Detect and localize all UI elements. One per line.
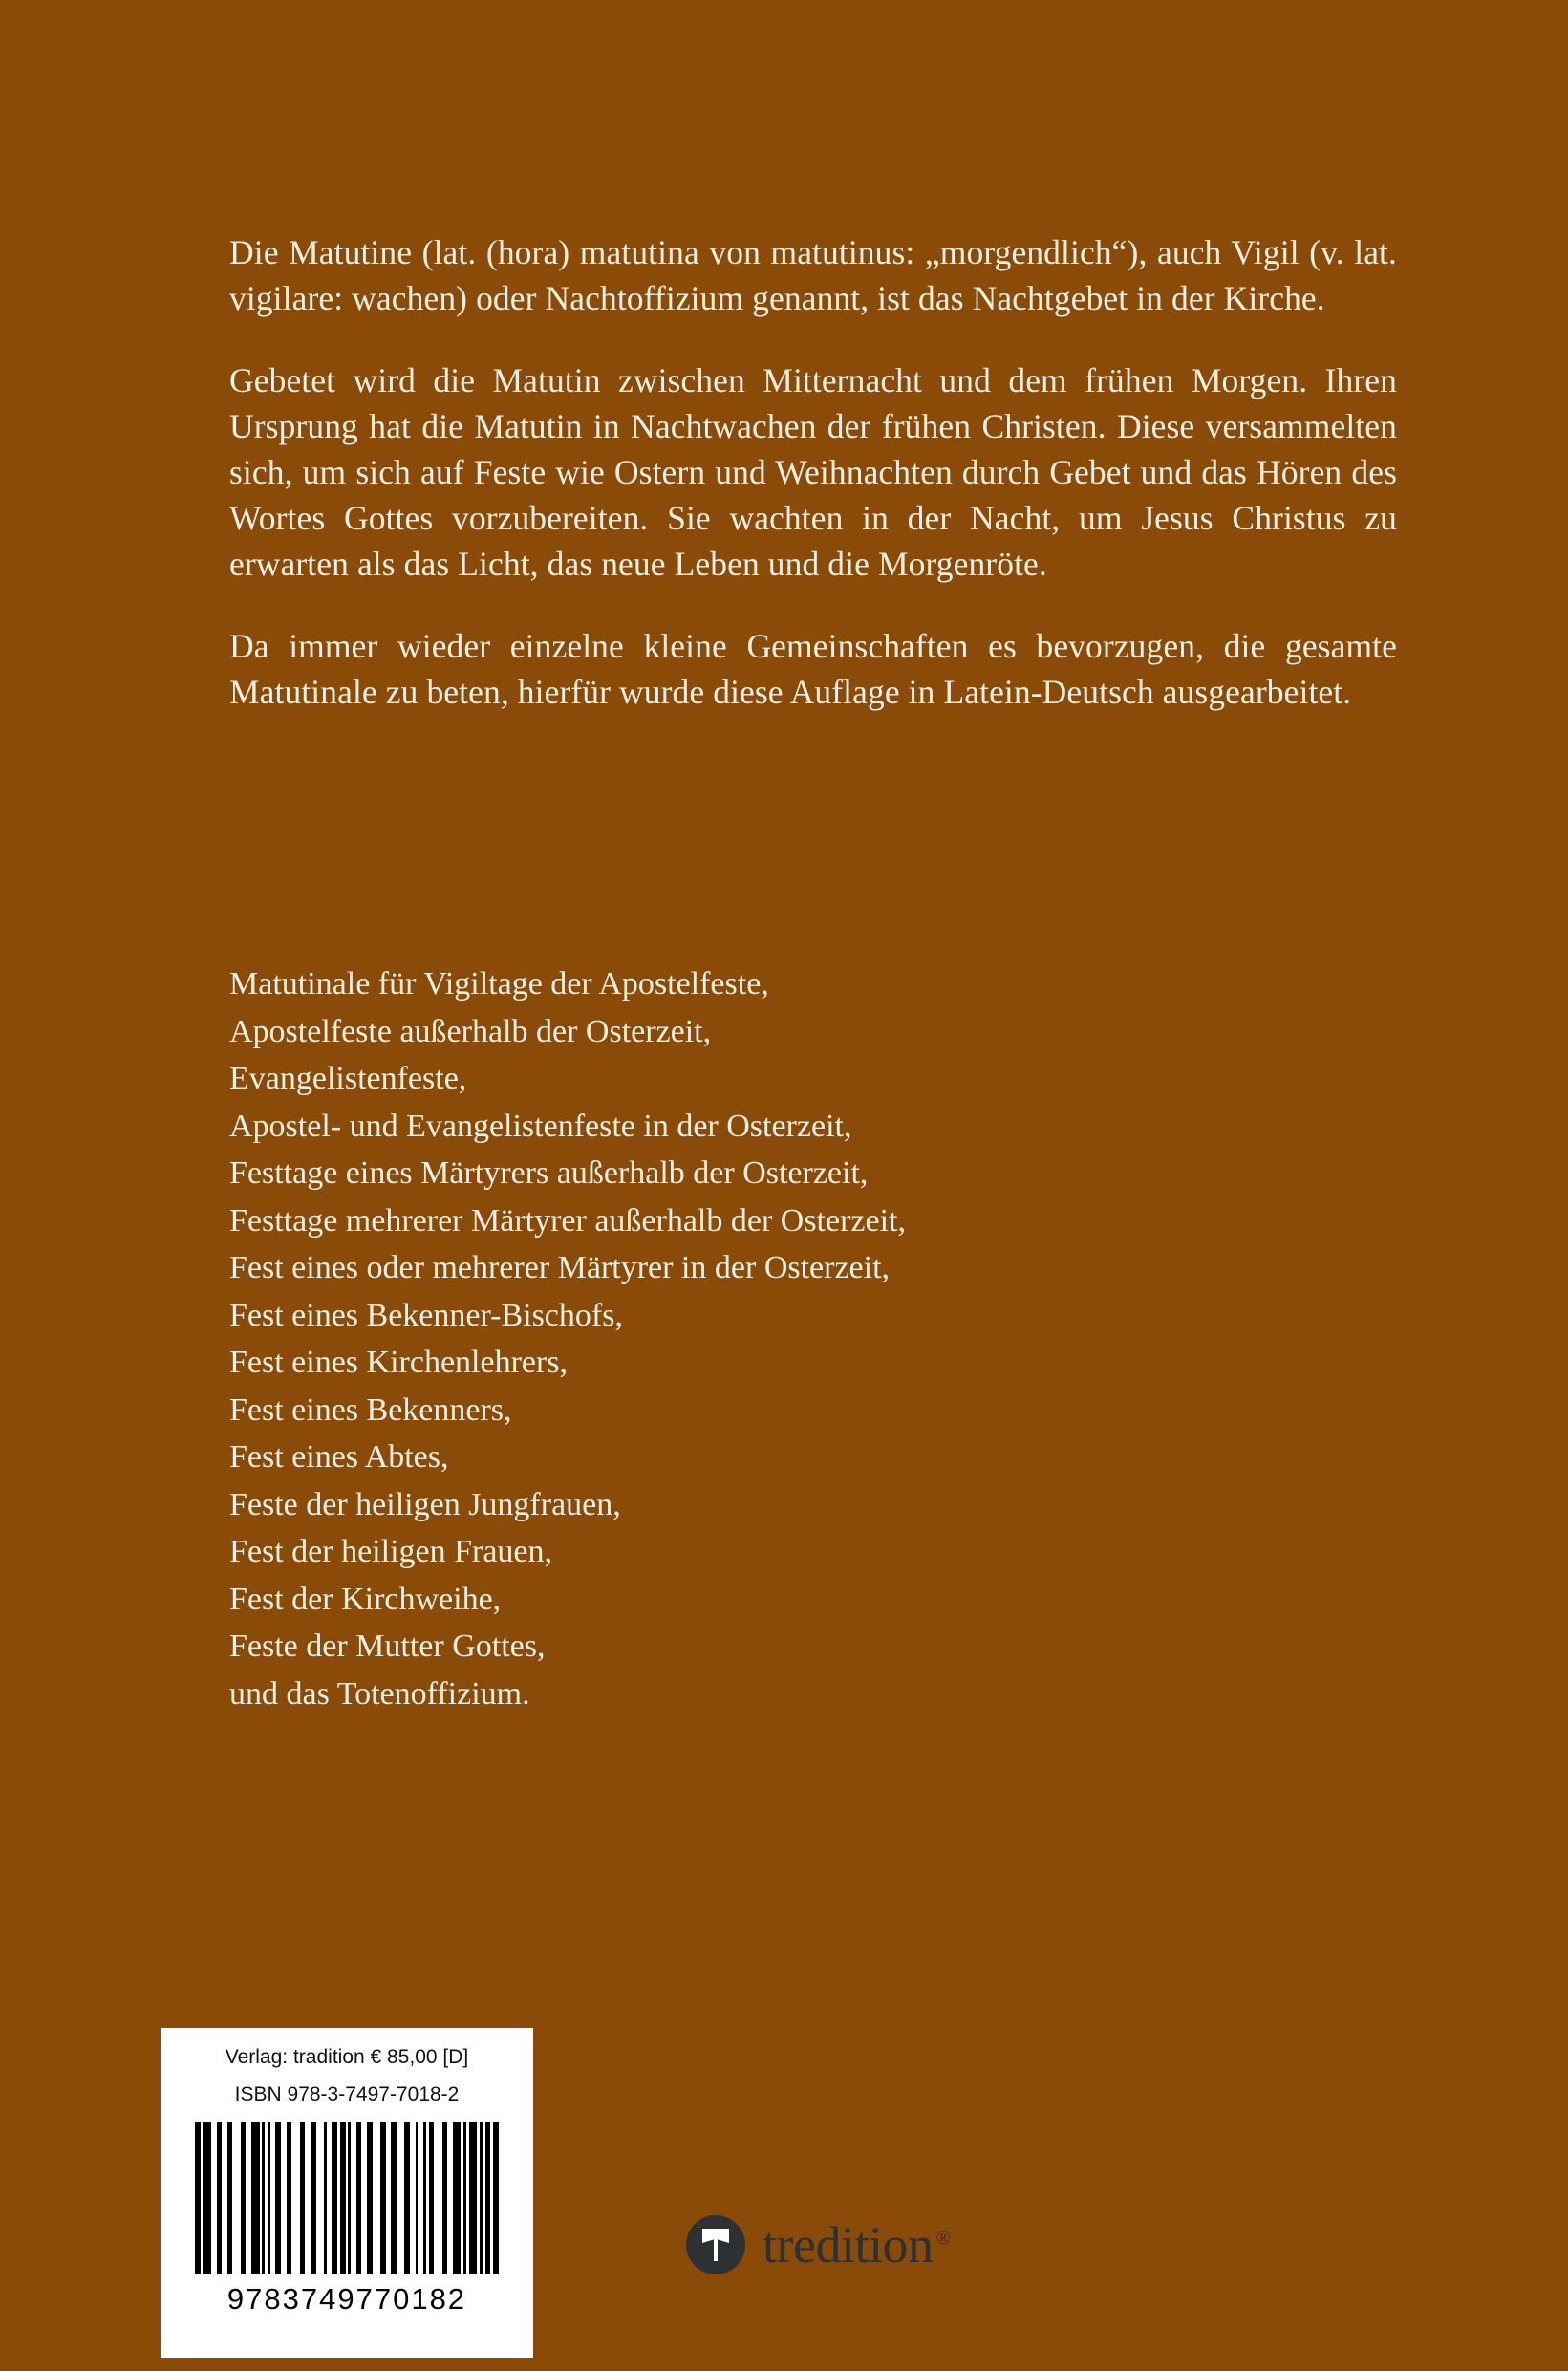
registered-mark: ® — [935, 2228, 951, 2249]
list-item: Feste der heiligen Jungfrauen, — [229, 1486, 621, 1522]
ean-number-label: 9783749770182 — [226, 2282, 467, 2317]
publisher-name — [763, 2215, 950, 2274]
list-item: Festtage mehrerer Märtyrer außerhalb der Osterzeit, — [229, 1202, 906, 1239]
description-paragraph-2: Gebetet wird die Matutin zwischen Mitternacht und dem frühen Morgen. Ihren Ursprung hat die Matutin in Nachtwachen der frühen Christen. Diese versammelten sich, um sich auf Feste wie Ostern und Weihnachten durch Gebet und das Hören des Wortes Gottes vorzubereiten. Sie wachten in der Nacht, um Jesus Christus zu erwarten als das Licht, das neue Leben und die Morgenröte. — [229, 361, 1397, 583]
list-item: Apostelfeste außerhalb der Osterzeit, — [229, 1013, 712, 1049]
list-item: Matutinale für Vigiltage der Apostelfeste, — [229, 966, 769, 1002]
publisher-price-label: Verlag: tradition € 85,00 [D] — [225, 2046, 469, 2068]
list-item: Fest eines Abtes, — [229, 1439, 449, 1475]
list-item: Evangelistenfeste, — [229, 1061, 467, 1096]
list-item: und das Totenoffizium. — [229, 1675, 530, 1712]
description-paragraph-3: Da immer wieder einzelne kleine Gemeinschaften es bevorzugen, die gesamte Matutinale zu beten, hierfür wurde diese Auflage in Latein-Deutsch ausgearbeitet. — [229, 627, 1397, 711]
list-item: Fest eines Kirchenlehrers, — [229, 1345, 569, 1380]
isbn-label: ISBN 978-3-7497-7018-2 — [234, 2083, 460, 2106]
list-item: Fest der Kirchweihe, — [229, 1581, 502, 1617]
list-item: Feste der Mutter Gottes, — [229, 1628, 546, 1664]
list-item: Fest eines Bekenner-Bischofs, — [229, 1297, 623, 1333]
contents-list — [229, 960, 1397, 1717]
barcode-bars — [195, 2122, 499, 2274]
bookmark-icon — [686, 2215, 745, 2274]
description-text-block — [229, 229, 1397, 715]
list-item: Apostel- und Evangelistenfeste in der Osterzeit, — [229, 1108, 852, 1144]
list-item: Festtage eines Märtyrers außerhalb der Osterzeit, — [229, 1155, 869, 1191]
publisher-logo — [686, 2215, 950, 2274]
list-item: Fest der heiligen Frauen, — [229, 1534, 553, 1569]
barcode-block — [161, 2028, 533, 2358]
list-item: Fest eines Bekenners, — [229, 1391, 512, 1428]
list-item: Fest eines oder mehrerer Märtyrer in der Osterzeit, — [229, 1250, 891, 1285]
description-paragraph-1: Die Matutine (lat. (hora) matutina von matutinus: „morgendlich“), auch Vigil (v. lat. vigilare: wachen) oder Nachtoffizium genannt, ist das Nachtgebet in der Kirche. — [229, 233, 1397, 317]
publisher-name-text: tredition — [763, 2216, 934, 2274]
